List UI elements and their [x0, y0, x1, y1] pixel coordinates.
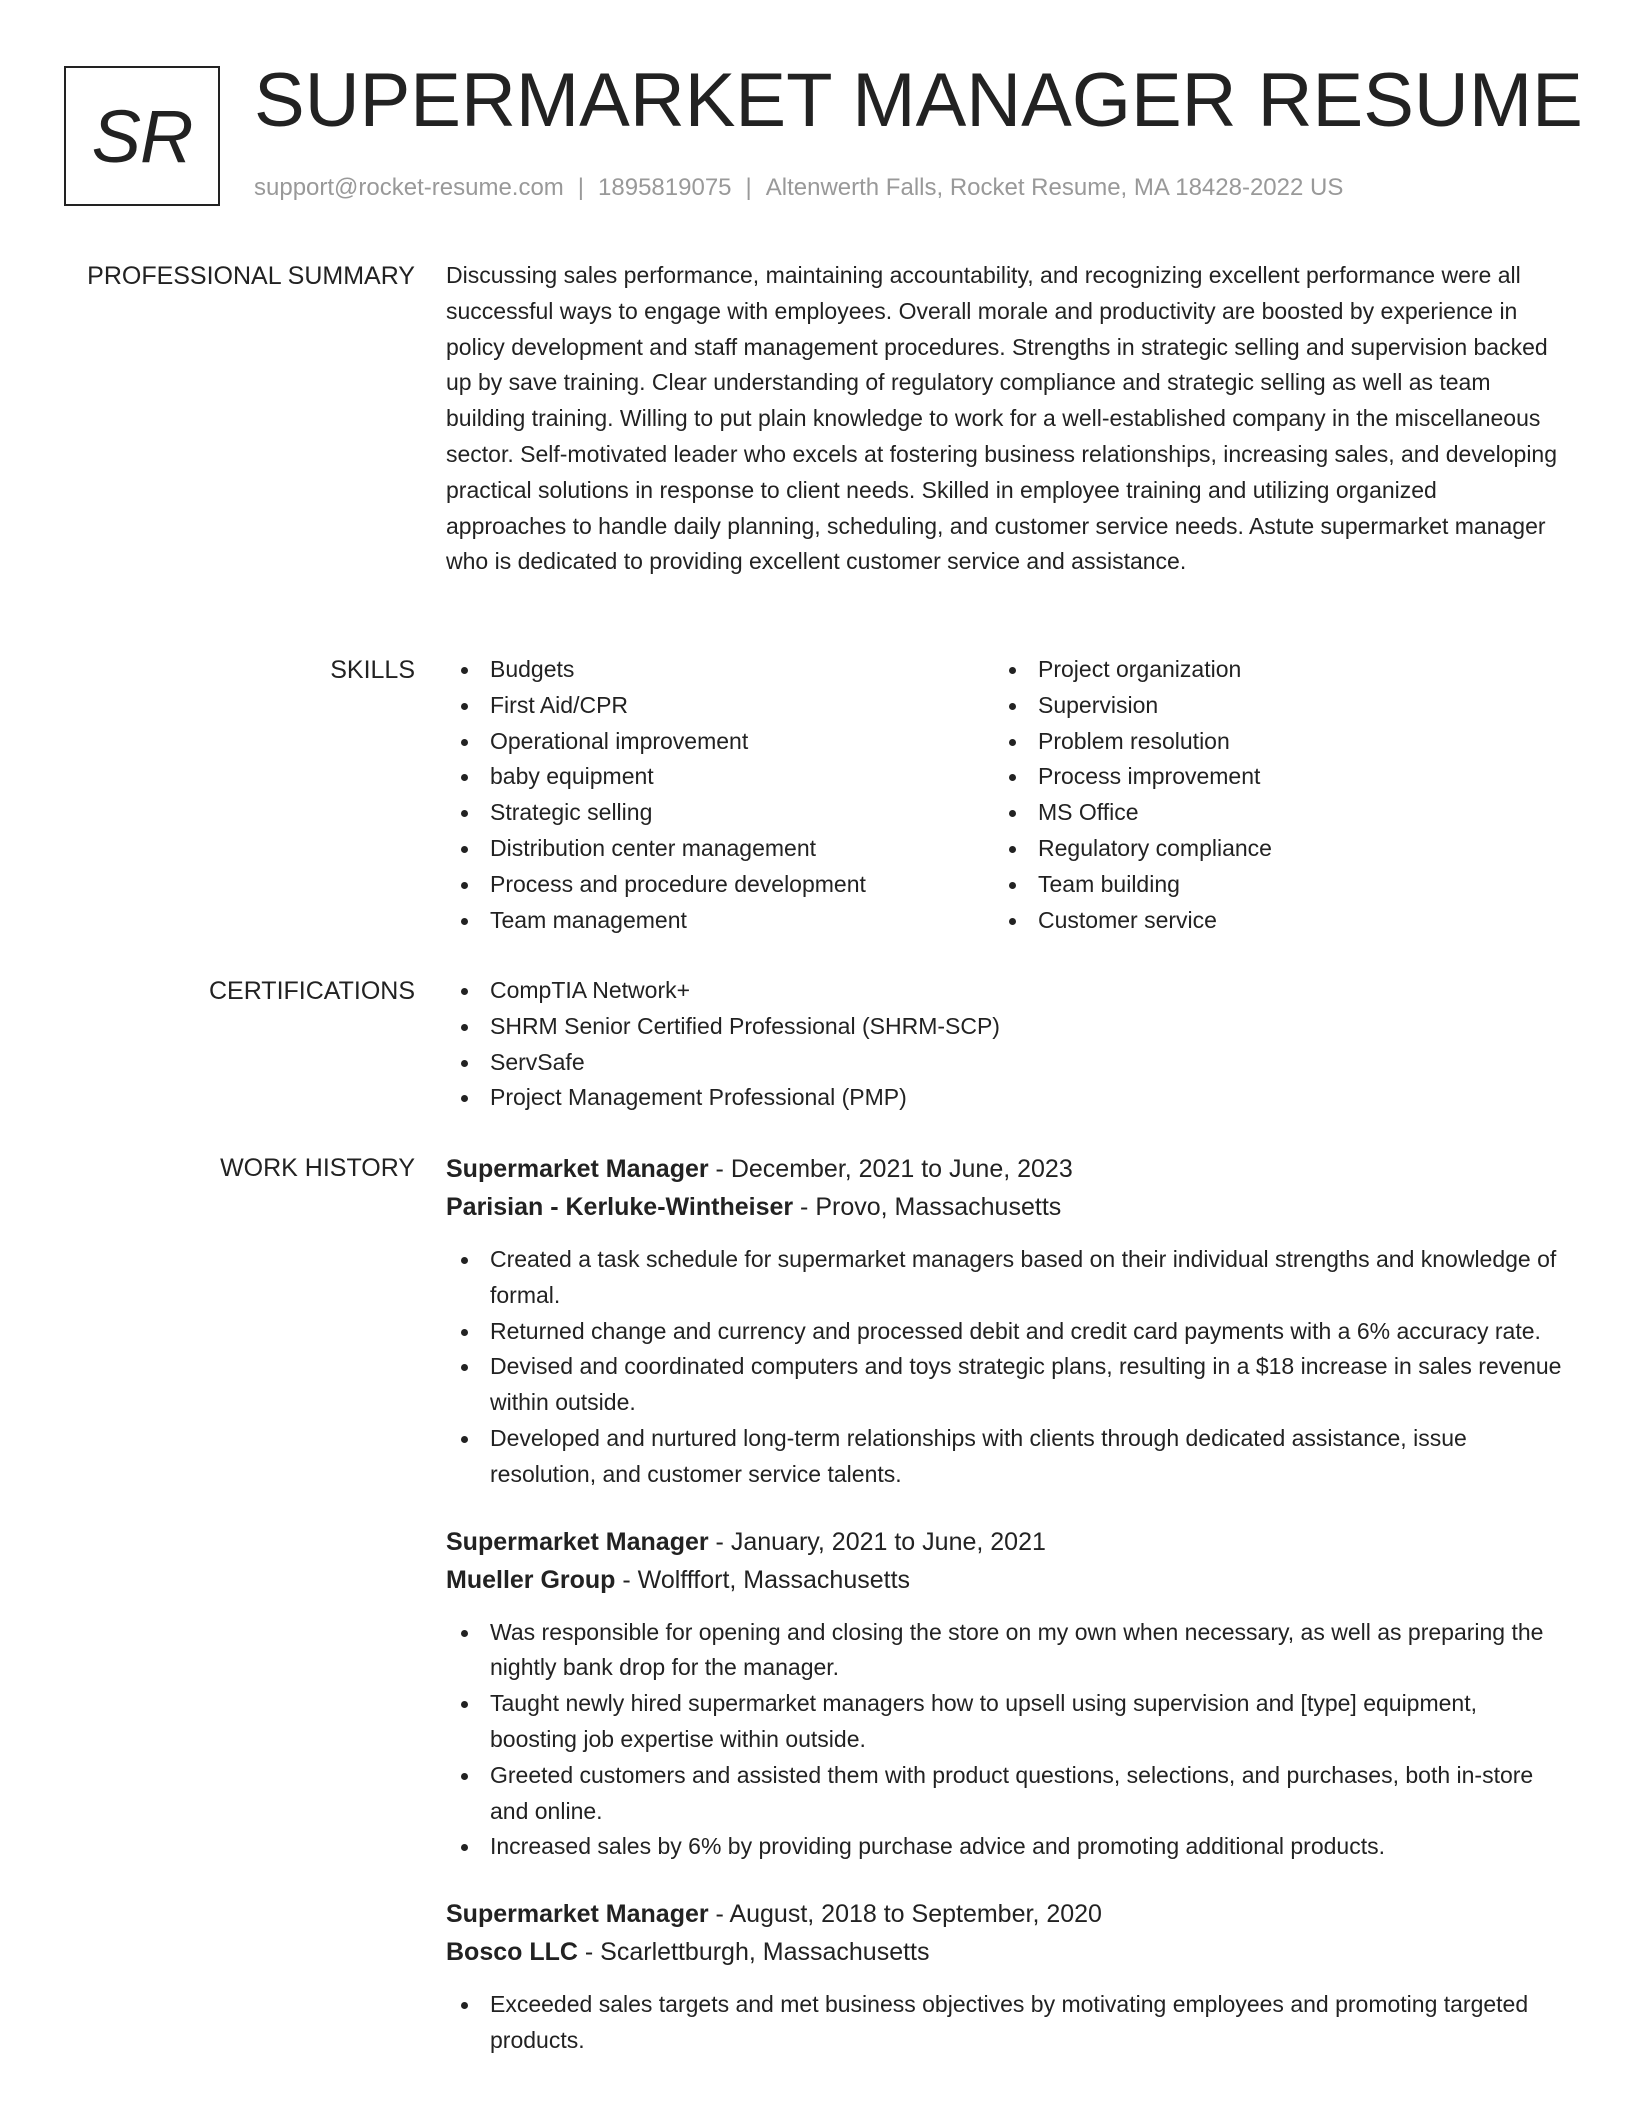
- skill-item: Regulatory compliance: [994, 831, 1542, 867]
- certification-item: ServSafe: [446, 1045, 1562, 1081]
- section-label: CERTIFICATIONS: [208, 977, 415, 1005]
- job-company-line: [446, 1933, 1562, 1971]
- job-title-line: [446, 1523, 1562, 1561]
- job-bullet: Greeted customers and assisted them with product questions, selections, and purchases, both in-store and online.: [446, 1758, 1562, 1830]
- job-dates: - December, 2021 to June, 2023: [708, 1155, 1073, 1183]
- job-bullet: Returned change and currency and processed debit and credit card payments with a 6% accuracy rate.: [446, 1314, 1562, 1350]
- skill-item: Strategic selling: [446, 795, 994, 831]
- contact-email: support@rocket-resume.com: [254, 174, 564, 201]
- skills-list-right: [994, 652, 1542, 938]
- contact-separator: |: [745, 174, 752, 201]
- contact-line: [254, 174, 1343, 202]
- job-title: Supermarket Manager: [446, 1900, 709, 1929]
- job-entry: [446, 1895, 1562, 2059]
- skill-item: Customer service: [994, 903, 1542, 939]
- skill-item: baby equipment: [446, 759, 994, 795]
- skill-item: MS Office: [994, 795, 1542, 831]
- skill-item: Supervision: [994, 688, 1542, 724]
- job-company-line: [446, 1188, 1562, 1226]
- job-title: Supermarket Manager: [446, 1527, 709, 1556]
- resume-title: SUPERMARKET MANAGER RESUME: [254, 58, 1583, 143]
- skill-item: Problem resolution: [994, 724, 1542, 760]
- job-company: Parisian - Kerluke-Wintheiser: [446, 1193, 794, 1221]
- job-bullet: Taught newly hired supermarket managers how to upsell using supervision and [type] equipment, boosting job expertise within outside.: [446, 1686, 1562, 1758]
- job-title-line: [446, 1895, 1562, 1933]
- contact-phone: 1895819075: [598, 174, 732, 201]
- job-entry: [446, 1523, 1562, 1866]
- contact-separator: |: [577, 174, 585, 201]
- job-bullet: Increased sales by 6% by providing purchase advice and promoting additional products.: [446, 1829, 1562, 1865]
- job-bullet: Developed and nurtured long-term relationships with clients through dedicated assistance, issue resolution, and customer service talents.: [446, 1421, 1562, 1493]
- skill-item: Process improvement: [994, 759, 1542, 795]
- job-bullet: Was responsible for opening and closing the store on my own when necessary, as well as preparing the nightly bank drop for the manager.: [446, 1615, 1562, 1687]
- section-label: WORK HISTORY: [220, 1154, 415, 1182]
- job-bullet: Exceeded sales targets and met business objectives by motivating employees and promoting targeted products.: [446, 1987, 1562, 2059]
- skill-item: Operational improvement: [446, 724, 994, 760]
- summary-text: Discussing sales performance, maintaining accountability, and recognizing excellent performance were all successful ways to engage with employees. Overall morale and productivity are boosted by experience in policy development and staff management procedures. Strengths in strategic selling and supervision backed up by save training. Clear understanding of regulatory compliance and strategic selling as well as team building training. Willing to put plain knowledge to work for a well-established company in the miscellaneous sector. Self-motivated leader who excels at fostering business relationships, increasing sales, and developing practical solutions in response to client needs. Skilled in employee training and utilizing organized approaches to handle daily planning, scheduling, and customer service needs. Astute supermarket manager who is dedicated to providing excellent customer service and assistance.: [446, 262, 1558, 575]
- work-history-body: [446, 1150, 1562, 2089]
- job-bullet: Created a task schedule for supermarket managers based on their individual strengths and knowledge of formal.: [446, 1242, 1562, 1314]
- skill-item: Team management: [446, 903, 994, 939]
- certifications-body: [446, 973, 1562, 1116]
- certification-item: CompTIA Network+: [446, 973, 1562, 1009]
- job-entry: [446, 1150, 1562, 1493]
- job-bullet: Devised and coordinated computers and toys strategic plans, resulting in a $18 increase in sales revenue within outside.: [446, 1349, 1562, 1421]
- job-dates: - August, 2018 to September, 2020: [708, 1900, 1102, 1929]
- certification-item: SHRM Senior Certified Professional (SHRM-SCP): [446, 1009, 1562, 1045]
- job-location: - Provo, Massachusetts: [793, 1193, 1062, 1221]
- skill-item: Budgets: [446, 652, 994, 688]
- skills-list-left: [446, 652, 994, 938]
- job-bullets: [446, 1987, 1562, 2059]
- skill-item: Project organization: [994, 652, 1542, 688]
- section-label: PROFESSIONAL SUMMARY: [87, 262, 415, 290]
- summary-body: [446, 258, 1562, 580]
- skill-item: Distribution center management: [446, 831, 994, 867]
- job-company: Mueller Group: [446, 1565, 616, 1594]
- job-bullets: [446, 1615, 1562, 1866]
- job-title-line: [446, 1150, 1562, 1188]
- contact-address: Altenwerth Falls, Rocket Resume, MA 18428-2022 US: [765, 174, 1344, 201]
- certification-item: Project Management Professional (PMP): [446, 1080, 1562, 1116]
- skill-item: Process and procedure development: [446, 867, 994, 903]
- skill-item: First Aid/CPR: [446, 688, 994, 724]
- section-label: SKILLS: [330, 656, 415, 684]
- job-company-line: [446, 1561, 1562, 1599]
- job-title: Supermarket Manager: [446, 1155, 709, 1183]
- job-bullets: [446, 1242, 1562, 1493]
- job-location: - Scarlettburgh, Massachusetts: [577, 1938, 930, 1967]
- job-company: Bosco LLC: [446, 1938, 578, 1967]
- certifications-list: [446, 973, 1562, 1116]
- job-location: - Wolfffort, Massachusetts: [615, 1565, 911, 1594]
- job-dates: - January, 2021 to June, 2021: [708, 1527, 1046, 1556]
- monogram-logo: SR: [64, 66, 220, 206]
- skills-body: [446, 652, 1562, 938]
- skill-item: Team building: [994, 867, 1542, 903]
